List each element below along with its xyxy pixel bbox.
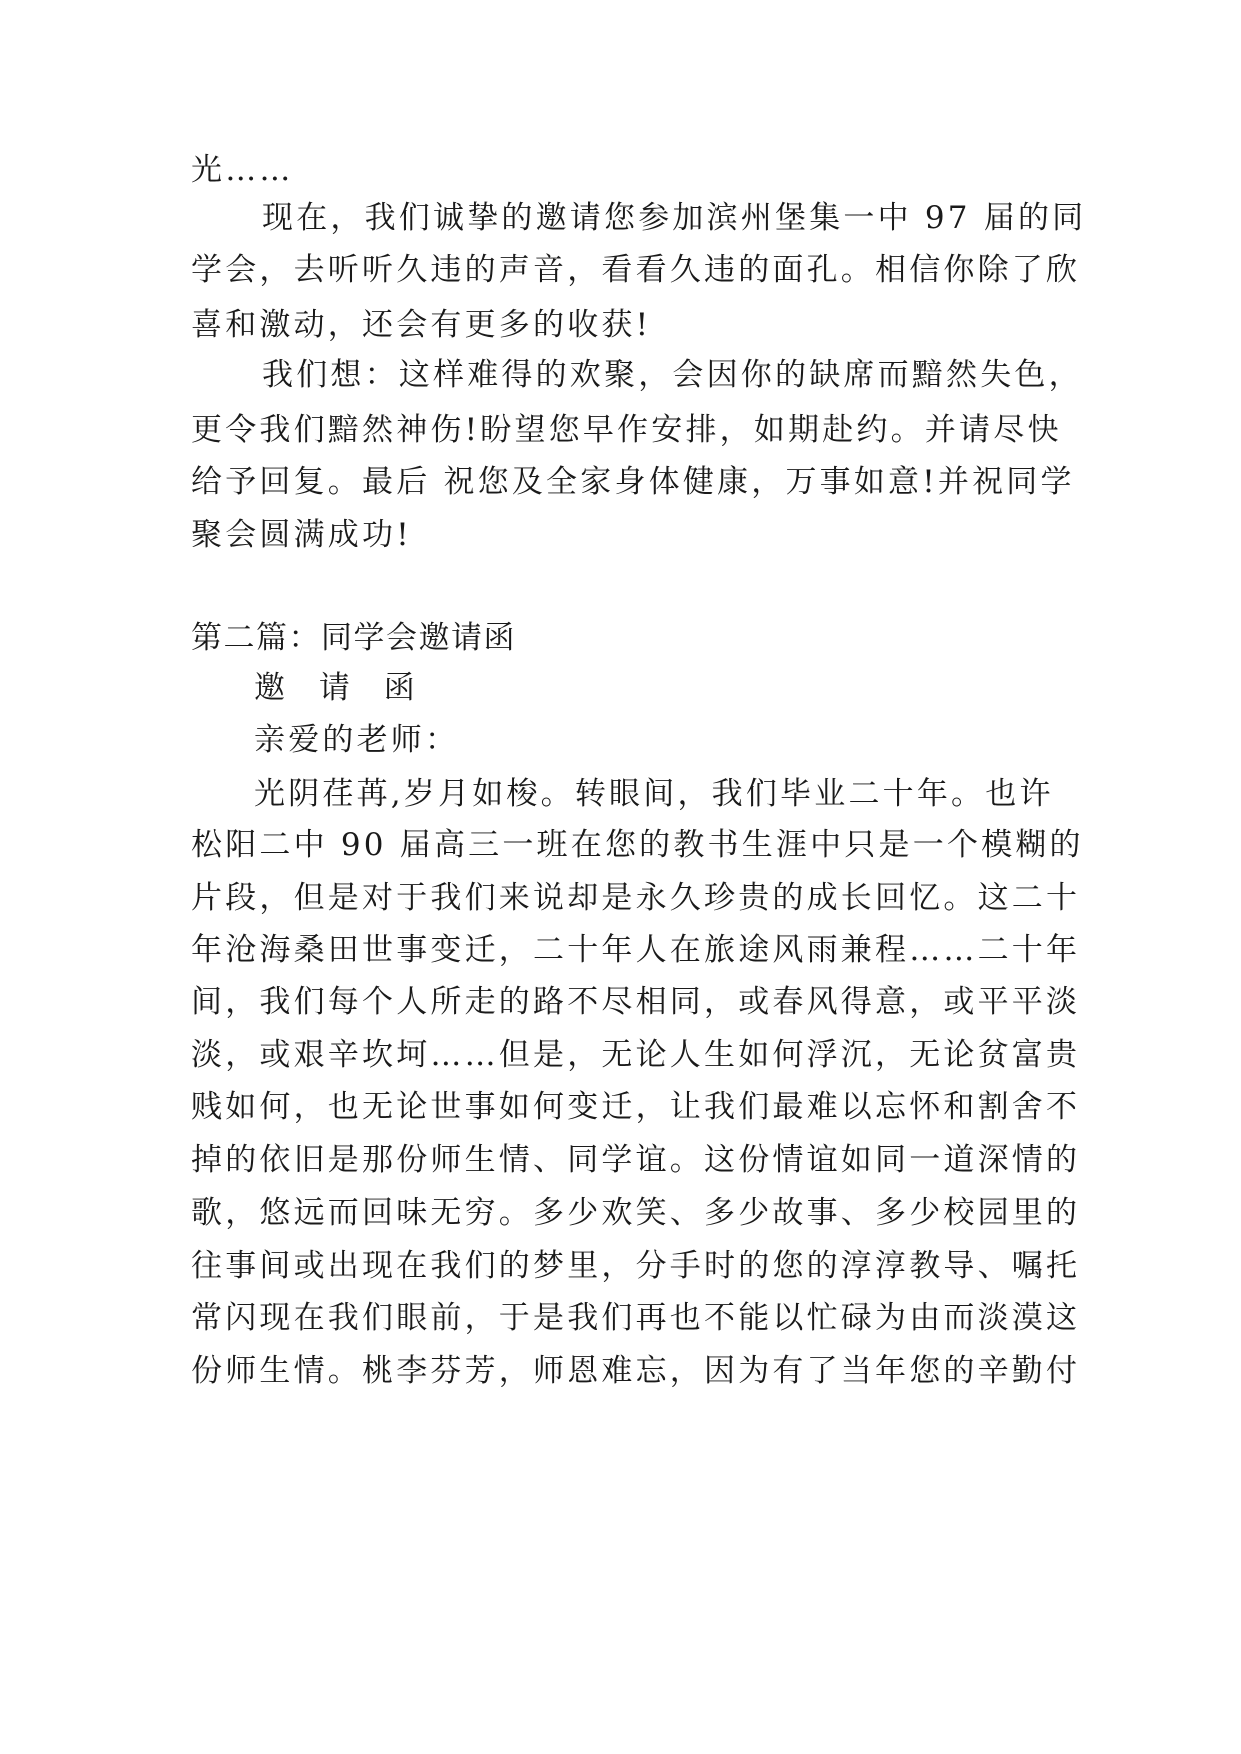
paragraph-line: 光阴荏苒,岁月如梭。转眼间，我们毕业二十年。也许 xyxy=(254,776,1054,812)
letter-title: 邀 请 函 xyxy=(254,670,427,706)
paragraph-line: 淡，或艰辛坎坷……但是，无论人生如何浮沉，无论贫富贵 xyxy=(191,1037,1081,1073)
paragraph-line: 间，我们每个人所走的路不尽相同，或春风得意，或平平淡 xyxy=(191,984,1081,1020)
salutation: 亲爱的老师： xyxy=(254,722,460,758)
paragraph-line: 年沧海桑田世事变迁，二十年人在旅途风雨兼程……二十年 xyxy=(191,932,1081,968)
paragraph-line: 片段，但是对于我们来说却是永久珍贵的成长回忆。这二十 xyxy=(191,880,1081,916)
paragraph-line: 更令我们黯然神伤!盼望您早作安排，如期赴约。并请尽快 xyxy=(191,412,1062,448)
paragraph-line: 给予回复。最后 祝您及全家身体健康，万事如意!并祝同学 xyxy=(191,464,1075,500)
paragraph-line: 贱如何，也无论世事如何变迁，让我们最难以忘怀和割舍不 xyxy=(191,1089,1081,1125)
paragraph-line: 聚会圆满成功! xyxy=(191,517,412,553)
paragraph-line: 我们想：这样难得的欢聚，会因你的缺席而黯然失色， xyxy=(262,357,1083,393)
paragraph-line: 喜和激动，还会有更多的收获! xyxy=(191,307,652,343)
paragraph-line: 歌，悠远而回味无穷。多少欢笑、多少故事、多少校园里的 xyxy=(191,1195,1081,1231)
section-heading: 第二篇：同学会邀请函 xyxy=(191,620,516,656)
text-line: 光…… xyxy=(191,152,294,188)
paragraph-line: 份师生情。桃李芬芳，师恩难忘，因为有了当年您的辛勤付 xyxy=(191,1353,1081,1389)
paragraph-line: 松阳二中 90 届高三一班在您的教书生涯中只是一个模糊的 xyxy=(191,827,1084,863)
paragraph-line: 往事间或出现在我们的梦里，分手时的您的淳淳教导、嘱托 xyxy=(191,1248,1081,1284)
paragraph-line: 学会，去听听久违的声音，看看久违的面孔。相信你除了欣 xyxy=(191,252,1081,288)
paragraph-line: 常闪现在我们眼前，于是我们再也不能以忙碌为由而淡漠这 xyxy=(191,1300,1081,1336)
paragraph-line: 掉的依旧是那份师生情、同学谊。这份情谊如同一道深情的 xyxy=(191,1142,1081,1178)
paragraph-line: 现在，我们诚挚的邀请您参加滨州堡集一中 97 届的同 xyxy=(262,200,1087,236)
